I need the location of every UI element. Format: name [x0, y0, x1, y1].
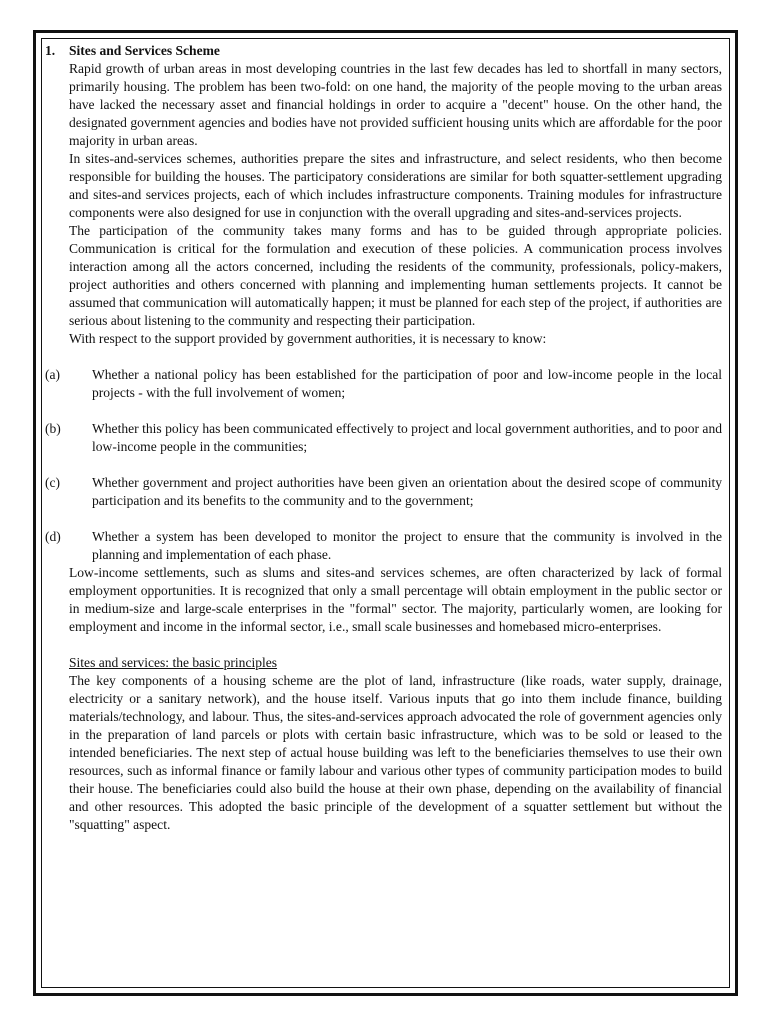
paragraph-support-lead: With respect to the support provided by government authorities, it is necessary to know:	[69, 331, 547, 346]
section-title: Sites and Services Scheme	[69, 43, 220, 58]
list-label-a: (a)	[45, 367, 61, 382]
list-label-d: (d)	[45, 529, 61, 544]
list-text-c: Whether government and project authorities have been given an orientation about the desired scope of community participation and its benefits to the community and to the government;	[92, 475, 722, 508]
section-number: 1.	[45, 43, 56, 58]
list-item-c	[45, 474, 722, 510]
list-item-a	[45, 366, 722, 402]
list-text-b: Whether this policy has been communicated effectively to project and local government authorities, and to poor and low-income people in the communities;	[92, 421, 722, 454]
list-label-b: (b)	[45, 421, 61, 436]
list-item-b	[45, 420, 722, 456]
paragraph-sites-services: In sites-and-services schemes, authorities prepare the sites and infrastructure, and select residents, who then become responsible for building the houses. The participatory considerations are similar for both squatter-settlement upgrading and sites-and services projects, each of which includes infrastructure components. Training modules for infrastructure components were also designed for use in conjunction with the overall upgrading and sites-and-services projects.	[69, 151, 722, 220]
paragraph-basic-principles: The key components of a housing scheme are the plot of land, infrastructure (like roads, water supply, drainage, electricity or a sanitary network), and the house itself. Various inputs that go into them include finance, building materials/technology, and labour. Thus, the sites-and-services approach advocated the role of government agencies only in the preparation of land parcels or plots with certain basic infrastructure, which was to be sold or leased to the intended beneficiaries. The next step of actual house building was left to the beneficiaries themselves to use their own resources, such as informal finance or family labour and various other types of community participation modes to build their house. The beneficiaries could also build the house at their own phase, depending on the availability of financial and other resources. This adopted the basic principle of the development of a squatter settlement but without the "squatting" aspect.	[69, 673, 722, 832]
paragraph-low-income: Low-income settlements, such as slums and sites-and services schemes, are often characterized by lack of formal employment opportunities. It is recognized that only a small percentage will obtain employment in the public sector or in medium-size and large-scale enterprises in the "formal" sector. The majority, particularly women, are looking for employment and income in the informal sector, i.e., small scale businesses and homebased micro-enterprises.	[69, 565, 722, 634]
list-label-c: (c)	[45, 475, 61, 490]
paragraph-intro: Rapid growth of urban areas in most developing countries in the last few decades has led to shortfall in many sectors, primarily housing. The problem has been two-fold: on one hand, the majority of the people moving to the urban areas have lacked the necessary asset and financial holdings in order to acquire a "decent" house. On the other hand, the designated government agencies and bodies have not provided sufficient housing units which are affordable for the poor majority in urban areas.	[69, 61, 722, 148]
list-text-d: Whether a system has been developed to monitor the project to ensure that the community is involved in the planning and implementation of each phase.	[92, 529, 722, 562]
paragraph-participation: The participation of the community takes many forms and has to be guided through appropriate policies. Communication is critical for the formulation and execution of these policies. A communication process involves interaction among all the actors concerned, including the residents of the community, professionals, policy-makers, project authorities and others concerned with planning and implementing human settlements projects. It cannot be assumed that communication will automatically happen; it must be planned for each step of the project, if authorities are serious about listening to the community and respecting their participation.	[69, 223, 722, 328]
subheading: Sites and services: the basic principles	[69, 655, 278, 670]
section-heading	[45, 42, 722, 60]
document-content	[45, 42, 722, 834]
list-text-a: Whether a national policy has been established for the participation of poor and low-income people in the local projects - with the full involvement of women;	[92, 367, 722, 400]
list-item-d	[45, 528, 722, 564]
